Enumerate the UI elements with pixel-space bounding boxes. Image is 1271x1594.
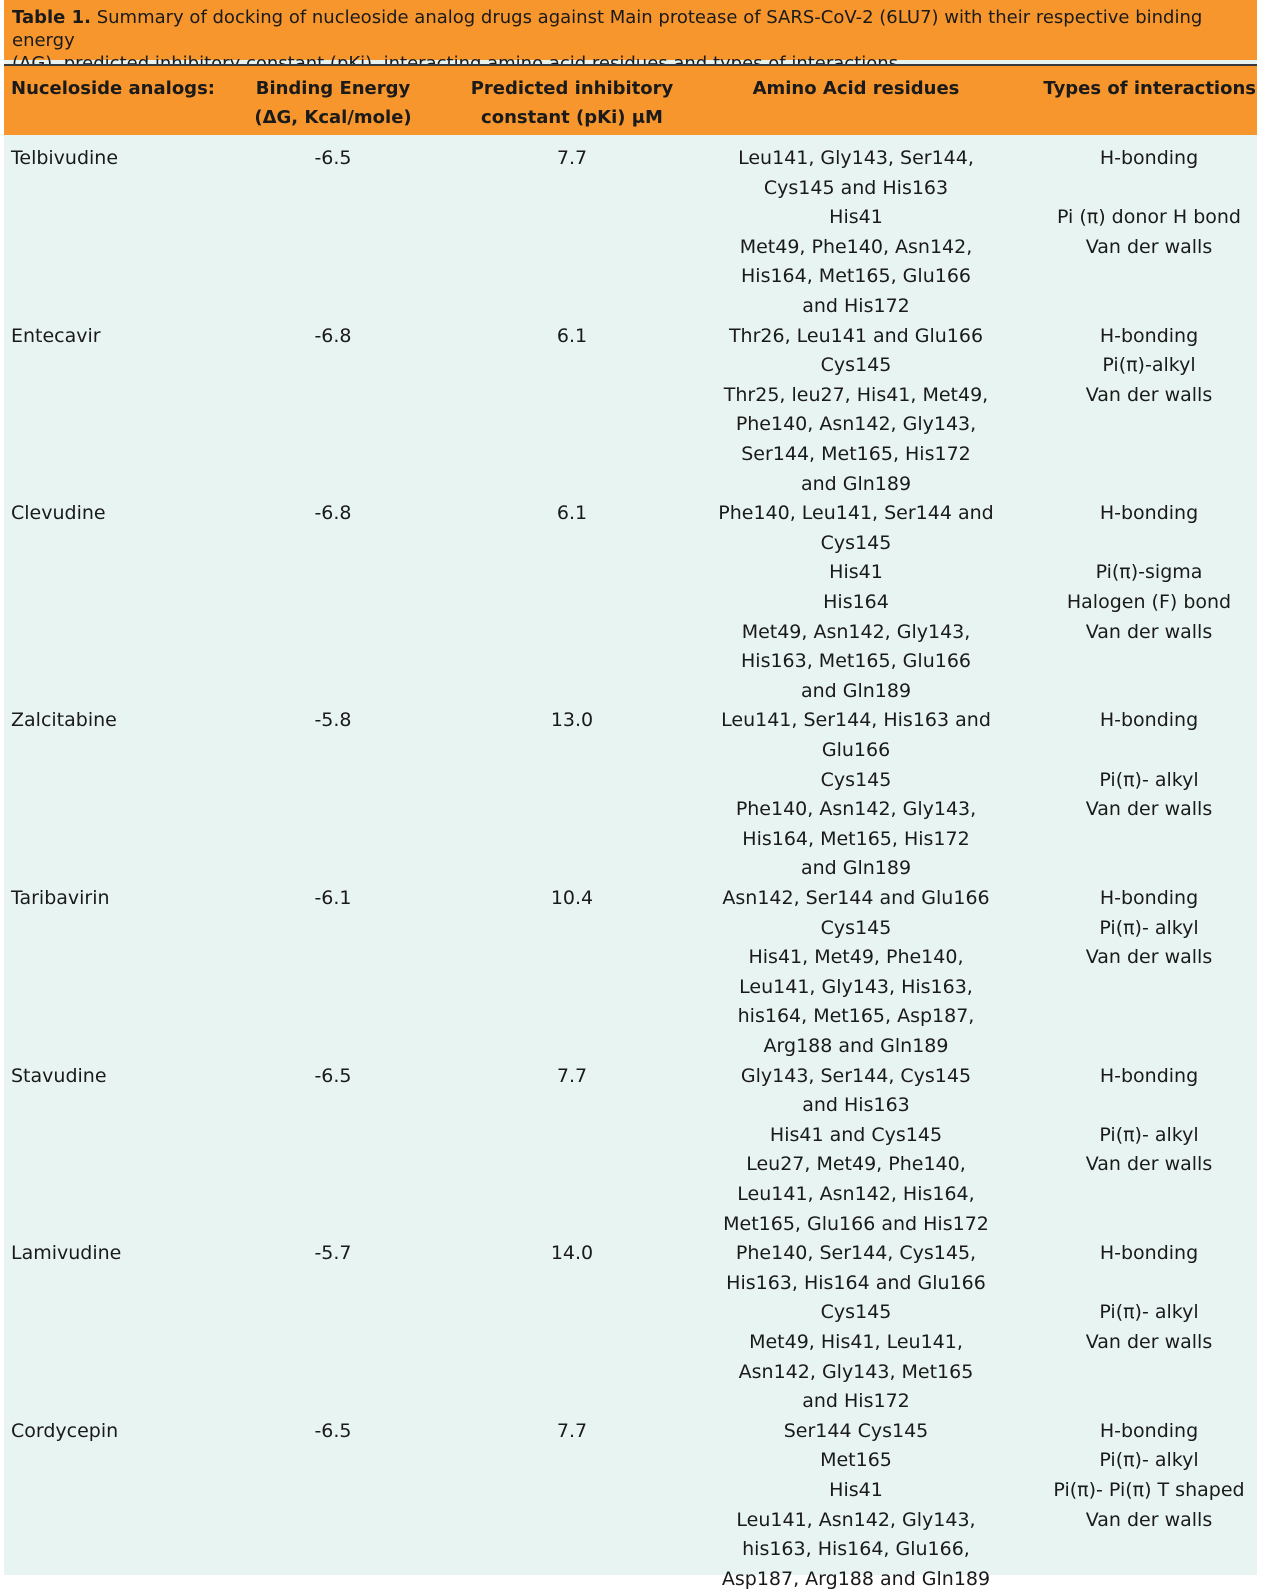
cell-binding-energy — [233, 1239, 433, 1269]
residue-line: Met165 — [820, 1449, 892, 1472]
interaction-line: Pi(π)- alkyl — [1099, 768, 1199, 791]
interaction-line — [1029, 647, 1269, 677]
cell-drug-name — [11, 1239, 251, 1269]
header-residues — [704, 74, 1008, 103]
cell-interactions — [1029, 1239, 1269, 1417]
interaction-line: Pi(π)- Pi(π) T shaped — [1053, 1478, 1245, 1501]
residue-line: Cys145 — [820, 1301, 892, 1324]
cell-residues — [704, 706, 1008, 884]
cell-drug-name-text: Zalcitabine — [11, 709, 117, 732]
residue-line: Cys145 — [820, 531, 892, 554]
residue-line: His164, Met165, His172 — [742, 827, 970, 850]
table-header — [4, 64, 1257, 135]
residue-line: His41 — [829, 1478, 883, 1501]
interaction-line — [1029, 854, 1269, 884]
residue-line: and Gln189 — [800, 679, 912, 702]
residue-line: His163, Met165, Glu166 — [741, 650, 971, 673]
interaction-line: Van der walls — [1085, 620, 1213, 643]
interaction-line — [1029, 470, 1269, 500]
interaction-line: H-bonding — [1099, 1419, 1199, 1442]
residue-line: Met49, Phe140, Asn142, — [739, 235, 973, 258]
interaction-line: Van der walls — [1085, 1153, 1213, 1176]
header-nucleoside-line: Nuceloside analogs: — [11, 78, 215, 99]
cell-residues — [704, 1239, 1008, 1417]
interaction-line: Pi (π) donor H bond — [1057, 206, 1241, 229]
table-row — [4, 1417, 1257, 1594]
cell-binding-energy-text: -6.5 — [314, 1419, 352, 1442]
cell-binding-energy-text: -5.8 — [314, 709, 352, 732]
residue-line: Leu141, Asn142, Gly143, — [736, 1508, 976, 1531]
interaction-line: Pi(π)- alkyl — [1099, 1449, 1199, 1472]
header-residues-line: Amino Acid residues — [752, 78, 960, 99]
interaction-line: Pi(π)- alkyl — [1099, 1301, 1199, 1324]
cell-pki — [457, 144, 687, 174]
cell-pki — [457, 322, 687, 352]
cell-binding-energy-text: -6.8 — [314, 502, 352, 525]
cell-drug-name — [11, 1417, 251, 1447]
interaction-line: H-bonding — [1099, 709, 1199, 732]
cell-residues — [704, 499, 1008, 706]
interaction-line — [1029, 1387, 1269, 1417]
residue-line: Glu166 — [821, 738, 891, 761]
table-row — [4, 499, 1257, 706]
table-body — [4, 144, 1257, 1594]
table-sheet — [4, 0, 1257, 1590]
interaction-line — [1029, 1210, 1269, 1240]
cell-pki-text: 13.0 — [550, 709, 594, 732]
residue-line: Asn142, Gly143, Met165 — [738, 1360, 974, 1383]
residue-line: Cys145 — [820, 916, 892, 939]
residue-line: Ser144 Cys145 — [783, 1419, 929, 1442]
interaction-line: Van der walls — [1085, 383, 1213, 406]
cell-pki — [457, 499, 687, 529]
table-row — [4, 144, 1257, 322]
residue-line: Cys145 and His163 — [763, 176, 949, 199]
interaction-line: Pi(π)-alkyl — [1102, 354, 1196, 377]
cell-residues — [704, 884, 1008, 1062]
interaction-line — [1029, 825, 1269, 855]
residue-line: and Gln189 — [800, 857, 912, 880]
cell-pki — [457, 1239, 687, 1269]
residue-line: Thr26, Leu141 and Glu166 — [728, 324, 984, 347]
interaction-line: Pi(π)-sigma — [1095, 561, 1203, 584]
header-interactions-line: Types of interactions — [1043, 78, 1256, 99]
interaction-line: Pi(π)- alkyl — [1099, 1123, 1199, 1146]
residue-line: his163, His164, Glu166, — [742, 1538, 970, 1561]
residue-line: Thr25, leu27, His41, Met49, — [723, 383, 989, 406]
residue-line: Met165, Glu166 and His172 — [723, 1212, 989, 1235]
residue-line: His41, Met49, Phe140, — [748, 946, 964, 969]
residue-line: Phe140, Asn142, Gly143, — [735, 413, 977, 436]
table-row — [4, 706, 1257, 884]
interaction-line: Van der walls — [1085, 1508, 1213, 1531]
residue-line: Phe140, Ser144, Cys145, — [735, 1242, 977, 1265]
table-caption — [4, 0, 1257, 60]
interaction-line — [1029, 1358, 1269, 1388]
interaction-line — [1029, 1091, 1269, 1121]
cell-binding-energy-text: -6.5 — [314, 147, 352, 169]
cell-drug-name-text: Entecavir — [11, 324, 101, 347]
table-row — [4, 322, 1257, 500]
cell-drug-name-text: Cordycepin — [11, 1419, 119, 1442]
cell-binding-energy-text: -6.5 — [314, 1064, 352, 1087]
header-nucleoside — [11, 74, 251, 103]
residue-line: Leu141, Asn142, His164, — [737, 1182, 975, 1205]
interaction-line: Halogen (F) bond — [1066, 590, 1232, 613]
cell-binding-energy-text: -5.7 — [314, 1242, 352, 1265]
table-row — [4, 1239, 1257, 1417]
residue-line: Ser144, Met165, His172 — [741, 442, 971, 465]
residue-line: and His172 — [802, 1390, 910, 1413]
interaction-line: H-bonding — [1099, 147, 1199, 169]
residue-line: His163, His164 and Glu166 — [726, 1271, 986, 1294]
interaction-line — [1029, 1002, 1269, 1032]
residue-line: and His172 — [802, 294, 910, 317]
residue-line: His41 and Cys145 — [769, 1123, 943, 1146]
residue-line: Arg188 and Gln189 — [763, 1034, 949, 1057]
cell-drug-name-text: Clevudine — [11, 502, 106, 525]
interaction-line — [1029, 529, 1269, 559]
interaction-line — [1029, 1535, 1269, 1565]
cell-pki-text: 14.0 — [550, 1242, 594, 1265]
interaction-line — [1029, 736, 1269, 766]
interaction-line — [1029, 973, 1269, 1003]
header-pki-line-1: Predicted inhibitory — [470, 78, 674, 99]
interaction-line: Van der walls — [1085, 1330, 1213, 1353]
residue-line: and His163 — [802, 1094, 910, 1117]
interaction-line — [1029, 1269, 1269, 1299]
header-binding-energy-line-2: (ΔG, Kcal/mole) — [254, 107, 412, 128]
residue-line: His41 — [829, 561, 883, 584]
cell-pki — [457, 884, 687, 914]
interaction-line: Van der walls — [1085, 798, 1213, 821]
cell-drug-name — [11, 322, 251, 352]
cell-residues — [704, 1417, 1008, 1594]
residue-line: His164, Met165, Glu166 — [741, 265, 971, 288]
cell-pki — [457, 706, 687, 736]
interaction-line — [1029, 262, 1269, 292]
cell-drug-name-text: Taribavirin — [11, 886, 110, 909]
interaction-line: H-bonding — [1099, 1064, 1199, 1087]
residue-line: Met49, Asn142, Gly143, — [741, 620, 971, 643]
cell-interactions — [1029, 144, 1269, 322]
caption-line-1: Summary of docking of nucleoside analog drugs against Main protease of SARS-CoV-2 (6LU7) with their respective binding energy — [12, 7, 1203, 51]
cell-binding-energy — [233, 706, 433, 736]
header-binding-energy — [233, 74, 433, 132]
cell-drug-name-text: Lamivudine — [11, 1242, 122, 1265]
interaction-line: Van der walls — [1085, 235, 1213, 258]
interaction-line — [1029, 440, 1269, 470]
cell-residues — [704, 1062, 1008, 1240]
cell-residues — [704, 322, 1008, 500]
cell-drug-name — [11, 499, 251, 529]
header-pki — [457, 74, 687, 132]
interaction-line: Pi(π)- alkyl — [1099, 916, 1199, 939]
cell-binding-energy — [233, 1062, 433, 1092]
cell-pki-text: 10.4 — [550, 886, 594, 909]
cell-interactions — [1029, 706, 1269, 884]
interaction-line: H-bonding — [1099, 324, 1199, 347]
interaction-line — [1029, 677, 1269, 707]
interaction-line — [1029, 1565, 1269, 1594]
residue-line: Asn142, Ser144 and Glu166 — [722, 886, 990, 909]
cell-binding-energy — [233, 884, 433, 914]
cell-interactions — [1029, 1062, 1269, 1240]
residue-line: and Gln189 — [800, 472, 912, 495]
cell-binding-energy-text: -6.1 — [314, 886, 352, 909]
caption-label: Table 1. — [12, 7, 91, 28]
cell-interactions — [1029, 499, 1269, 706]
cell-pki-text: 6.1 — [556, 502, 588, 525]
residue-line: Gly143, Ser144, Cys145 — [740, 1064, 972, 1087]
residue-line: Cys145 — [820, 768, 892, 791]
cell-pki — [457, 1062, 687, 1092]
cell-binding-energy — [233, 322, 433, 352]
cell-pki-text: 7.7 — [556, 1419, 588, 1442]
residue-line: His164 — [823, 590, 889, 613]
cell-pki-text: 7.7 — [556, 147, 588, 169]
cell-binding-energy — [233, 1417, 433, 1447]
table-row — [4, 1062, 1257, 1240]
residue-line: Leu141, Gly143, Ser144, — [738, 147, 974, 169]
residue-line: Asp187, Arg188 and Gln189 — [721, 1567, 991, 1590]
cell-pki-text: 7.7 — [556, 1064, 588, 1087]
cell-interactions — [1029, 1417, 1269, 1594]
header-interactions — [1026, 74, 1256, 103]
cell-interactions — [1029, 884, 1269, 1062]
cell-drug-name — [11, 884, 251, 914]
cell-drug-name — [11, 706, 251, 736]
cell-pki-text: 6.1 — [556, 324, 588, 347]
residue-line: His41 — [829, 206, 883, 229]
header-pki-line-2: constant (pKi) μM — [481, 107, 663, 128]
residue-line: Cys145 — [820, 354, 892, 377]
residue-line: Leu141, Gly143, His163, — [739, 975, 973, 998]
interaction-line — [1029, 410, 1269, 440]
cell-drug-name-text: Telbivudine — [11, 147, 119, 169]
interaction-line: H-bonding — [1099, 1242, 1199, 1265]
cell-residues — [704, 144, 1008, 322]
residue-line: Phe140, Asn142, Gly143, — [735, 798, 977, 821]
interaction-line: H-bonding — [1099, 886, 1199, 909]
cell-binding-energy-text: -6.8 — [314, 324, 352, 347]
cell-interactions — [1029, 322, 1269, 500]
residue-line: Met49, His41, Leu141, — [749, 1330, 963, 1353]
interaction-line — [1029, 174, 1269, 204]
residue-line: Phe140, Leu141, Ser144 and — [718, 502, 994, 525]
interaction-line — [1029, 1032, 1269, 1062]
cell-drug-name-text: Stavudine — [11, 1064, 107, 1087]
cell-drug-name — [11, 144, 251, 174]
interaction-line: H-bonding — [1099, 502, 1199, 525]
table-row — [4, 884, 1257, 1062]
cell-binding-energy — [233, 144, 433, 174]
interaction-line — [1029, 1180, 1269, 1210]
header-binding-energy-line-1: Binding Energy — [255, 78, 411, 99]
interaction-line — [1029, 292, 1269, 322]
interaction-line: Van der walls — [1085, 946, 1213, 969]
cell-pki — [457, 1417, 687, 1447]
residue-line: his164, Met165, Asp187, — [737, 1005, 975, 1028]
residue-line: Leu141, Ser144, His163 and — [721, 709, 991, 732]
cell-drug-name — [11, 1062, 251, 1092]
residue-line: Leu27, Met49, Phe140, — [746, 1153, 966, 1176]
cell-binding-energy — [233, 499, 433, 529]
